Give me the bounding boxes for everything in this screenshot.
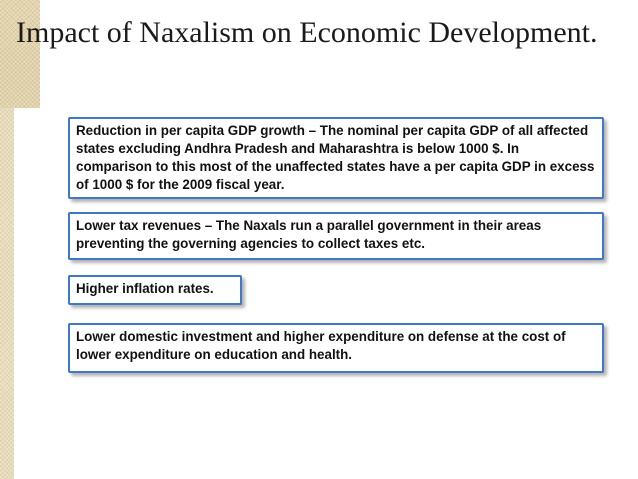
point-gdp-growth: Reduction in per capita GDP growth – The nominal per capita GDP of all affected states excluding Andhra Pradesh and Maharashtra is below 1000 $. In comparison to this most of the unaffected states have a per capita GDP in excess of 1000 $ for the 2009 fiscal year. <box>68 117 604 199</box>
point-inflation: Higher inflation rates. <box>68 275 242 305</box>
point-investment-defense: Lower domestic investment and higher expenditure on defense at the cost of lower expenditure on education and health. <box>68 323 604 373</box>
point-tax-revenues: Lower tax revenues – The Naxals run a parallel government in their areas preventing the governing agencies to collect taxes etc. <box>68 212 604 260</box>
slide-title: Impact of Naxalism on Economic Development. <box>16 16 598 49</box>
